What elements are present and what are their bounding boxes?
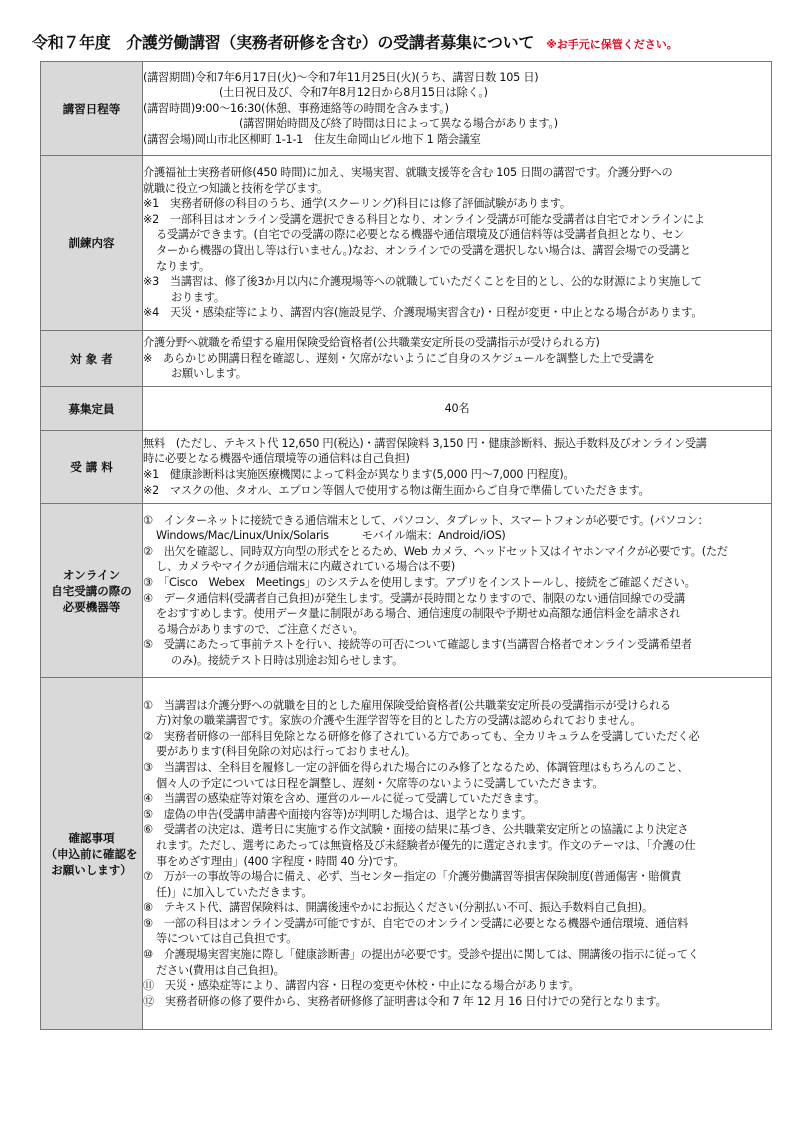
fee-line: 時に必要となる機器や通信環境等の通信料は自己負担) <box>143 452 410 466</box>
online-line: ② 出欠を確認し、同時双方向型の形式をとるため、Web カメラ、ヘッドセット又はイヤホンマイクが必要です。(ただ <box>143 544 728 558</box>
confirm-line: ⑦ 万が一の事故等の場合に備え、必ず、当センター指定の「介護労働講習等損害保険制度(普通傷害・賠償責 <box>143 870 682 884</box>
header-confirm <box>41 678 143 1030</box>
online-line: のみ)。接続テスト日時は別途お知らせします。 <box>171 653 404 667</box>
fee-content <box>143 431 772 504</box>
online-line: Windows/Mac/Linux/Unix/Solaris モバイル端末：Android/iOS) <box>156 529 506 543</box>
confirm-line: ① 当講習は介護分野への就職を目的とした雇用保険受給資格者(公共職業安定所長の受講指示が受けられる <box>143 698 671 712</box>
training-line: る受講ができます。(自宅での受講の際に必要となる機器や通信環境及び通信料等は受講者負担となり、セン <box>156 228 685 242</box>
header-online-line: オンライン <box>62 567 121 582</box>
header-online-line: 自宅受講の際の <box>51 583 132 598</box>
header-schedule: 講習日程等 <box>41 62 143 156</box>
schedule-line: (講習時間)9:00～16:30(休憩、事務連絡等の時間を含みます。) <box>143 101 449 115</box>
confirm-content <box>143 678 772 1030</box>
row-training <box>41 156 772 331</box>
schedule-line: (講習期間)令和7年6月17日(火)～令和7年11月25日(火)(うち、講習日数 105 日) <box>143 70 539 84</box>
training-line: 介護福祉士実務者研修(450 時間)に加え、実場実習、就職支援等を含む 105 日間の講習です。介護分野への <box>143 166 673 180</box>
page-title <box>32 30 782 52</box>
fee-line: ※2 マスクの他、タオル、エプロン等個人で使用する物は衛生面からご自身で準備していただきます。 <box>143 483 650 497</box>
schedule-line: (講習開始時間及び終了時間は日によって異なる場合があります。) <box>239 117 558 131</box>
confirm-line: ⑤ 虚偽の申告(受講申請書や面接内容等)が判明した場合は、退学となります。 <box>143 807 532 821</box>
confirm-line: ⑫ 実務者研修の修了要件から、実務者研修修了証明書は令和 7 年 12 月 16 日付けでの発行となります。 <box>143 994 667 1008</box>
confirm-line: 事をめざす理由」(400 字程度・時間 40 分)です。 <box>156 854 405 868</box>
recruitment-info-table <box>40 61 772 1030</box>
fee-line: ※1 健康診断料は実施医療機関によって料金が異なります(5,000 円～7,000 円程度)。 <box>143 468 575 481</box>
header-confirm-line: （申込前に確認を <box>45 846 138 861</box>
row-target <box>41 331 772 387</box>
confirm-line: ③ 当講習は、全科目を履修し一定の評価を得られた場合にのみ修了となるため、体調管理はもちろんのこと、 <box>143 760 689 774</box>
confirm-line: ④ 当講習の感染症等対策を含め、運営のルールに従って受講していただきます。 <box>143 792 545 806</box>
online-line: ③ 「Cisco Webex Meetings」のシステムを使用します。アプリをインストールし、接続をご確認ください。 <box>143 575 696 589</box>
confirm-line: ⑧ テキスト代、講習保険料は、開講後速やかにお振込ください(分割払い不可、振込手数料自己負担)。 <box>143 901 653 915</box>
training-line: 就職に役立つ知識と技術を学びます。 <box>143 181 329 195</box>
capacity-value: 40名 <box>143 387 772 431</box>
schedule-content <box>143 62 772 156</box>
training-line: ※3 当講習は、修了後3か月以内に介護現場等への就職していただくことを目的とし、公的な財源により実施して <box>143 275 702 289</box>
training-line: おります。 <box>171 290 225 304</box>
online-content <box>143 504 772 678</box>
online-line: をおすすめします。使用データ量に制限がある場合、通信速度の制限や予期せぬ高額な通信料金を請求され <box>156 607 681 621</box>
target-line: ※ あらかじめ開講日程を確認し、遅刻・欠席がないようにご自身のスケジュールを調整した上で受講を <box>143 351 655 365</box>
page-title-main: 令和７年度 介護労働講習（実務者研修を含む）の受講者募集について <box>32 33 535 52</box>
row-capacity <box>41 387 772 431</box>
confirm-line: 方)対象の職業講習です。家族の介護や生涯学習等を目的とした方の受講は認められておりません。 <box>156 714 642 728</box>
confirm-line: ⑪ 天災・感染症等により、講習内容・日程の変更や休校・中止になる場合があります。 <box>143 979 580 993</box>
online-line: ④ データ通信料(受講者自己負担)が発生します。受講が長時間となりますので、制限のない通信回線での受講 <box>143 591 685 605</box>
schedule-line: (土日祝日及び、令和7年8月12日から8月15日は除く。) <box>219 86 488 100</box>
row-schedule <box>41 62 772 156</box>
confirm-line: ② 実務者研修の一部科目免除となる研修を修了されている方であっても、全カリキュラムを受講していただく必 <box>143 729 700 743</box>
header-online <box>41 504 143 678</box>
training-line: ※2 一部科目はオンライン受講を選択できる科目となり、オンライン受講が可能な受講者は自宅でオンラインによ <box>143 212 705 226</box>
online-line: ⑤ 受講にあたって事前テストを行い、接続等の可否について確認します(当講習合格者でオンライン受講希望者 <box>143 638 692 652</box>
row-fee <box>41 431 772 504</box>
header-confirm-line: お願いします） <box>51 862 132 877</box>
confirm-line: ださい(費用は自己負担)。 <box>156 963 285 977</box>
training-line: ターから機器の貸出し等は行いません。)なお、オンラインでの受講を選択しない場合は、講習会場での受講と <box>156 244 691 257</box>
confirm-line: 任)」に加入していただきます。 <box>156 885 313 899</box>
header-fee: 受 講 料 <box>41 431 143 504</box>
target-content <box>143 331 772 387</box>
confirm-line: ⑥ 受講者の決定は、選考日に実施する作文試験・面接の結果に基づき、公共職業安定所との協議により決定さ <box>143 823 689 837</box>
confirm-line: ⑨ 一部の科目はオンライン受講が可能ですが、自宅でのオンライン受講に必要となる機器や通信環境、通信料 <box>143 916 689 930</box>
header-training: 訓練内容 <box>41 156 143 331</box>
online-line: る場合がありますので、ご注意ください。 <box>156 622 364 636</box>
schedule-line: (講習会場)岡山市北区柳町 1-1-1 住友生命岡山ビル地下 1 階会議室 <box>143 132 481 146</box>
row-confirm <box>41 678 772 1030</box>
training-content <box>143 156 772 331</box>
target-line: 介護分野へ就職を希望する雇用保険受給資格者(公共職業安定所長の受講指示が受けられる方) <box>143 336 600 350</box>
confirm-line: 個々人の予定については日程を調整し、遅刻・欠席等のないように受講していただきます。 <box>156 776 604 790</box>
header-confirm-line: 確認事項 <box>68 830 115 845</box>
header-capacity: 募集定員 <box>41 387 143 431</box>
confirm-line: れます。ただし、選考にあたっては無資格及び未経験者が優先的に選定されます。作文のテーマは、「介護の仕 <box>156 838 696 852</box>
online-line: し、カメラやマイクが通信端末に内蔵されている場合は不要) <box>156 560 455 574</box>
row-online <box>41 504 772 678</box>
confirm-line: 等については自己負担です。 <box>156 932 298 946</box>
training-line: ※4 天災・感染症等により、講習内容(施設見学、介護現場実習含む)・日程が変更・中止となる場合があります。 <box>143 306 703 320</box>
fee-line: 無料 (ただし、テキスト代 12,650 円(税込)・講習保険料 3,150 円・健康診断料、振込手数料及びオンライン受講 <box>143 436 707 450</box>
training-line: ※1 実務者研修の科目のうち、通学(スクーリング)科目には修了評価試験があります。 <box>143 197 571 211</box>
confirm-line: 要があります(科目免除の対応は行っておりません)。 <box>156 745 416 759</box>
header-target: 対 象 者 <box>41 331 143 387</box>
training-line: なります。 <box>156 259 210 273</box>
online-line: ① インターネットに接続できる通信端末として、パソコン、タブレット、スマートフォンが必要です。(パソコン： <box>143 513 709 527</box>
confirm-line: ⑩ 介護現場実習実施に際し「健康診断書」の提出が必要です。受診や提出に関しては、開講後の指示に従ってく <box>143 948 699 962</box>
header-online-line: 必要機器等 <box>62 599 121 614</box>
keep-notice: ※お手元に保管ください。 <box>546 38 678 51</box>
target-line: お願いします。 <box>171 367 247 381</box>
